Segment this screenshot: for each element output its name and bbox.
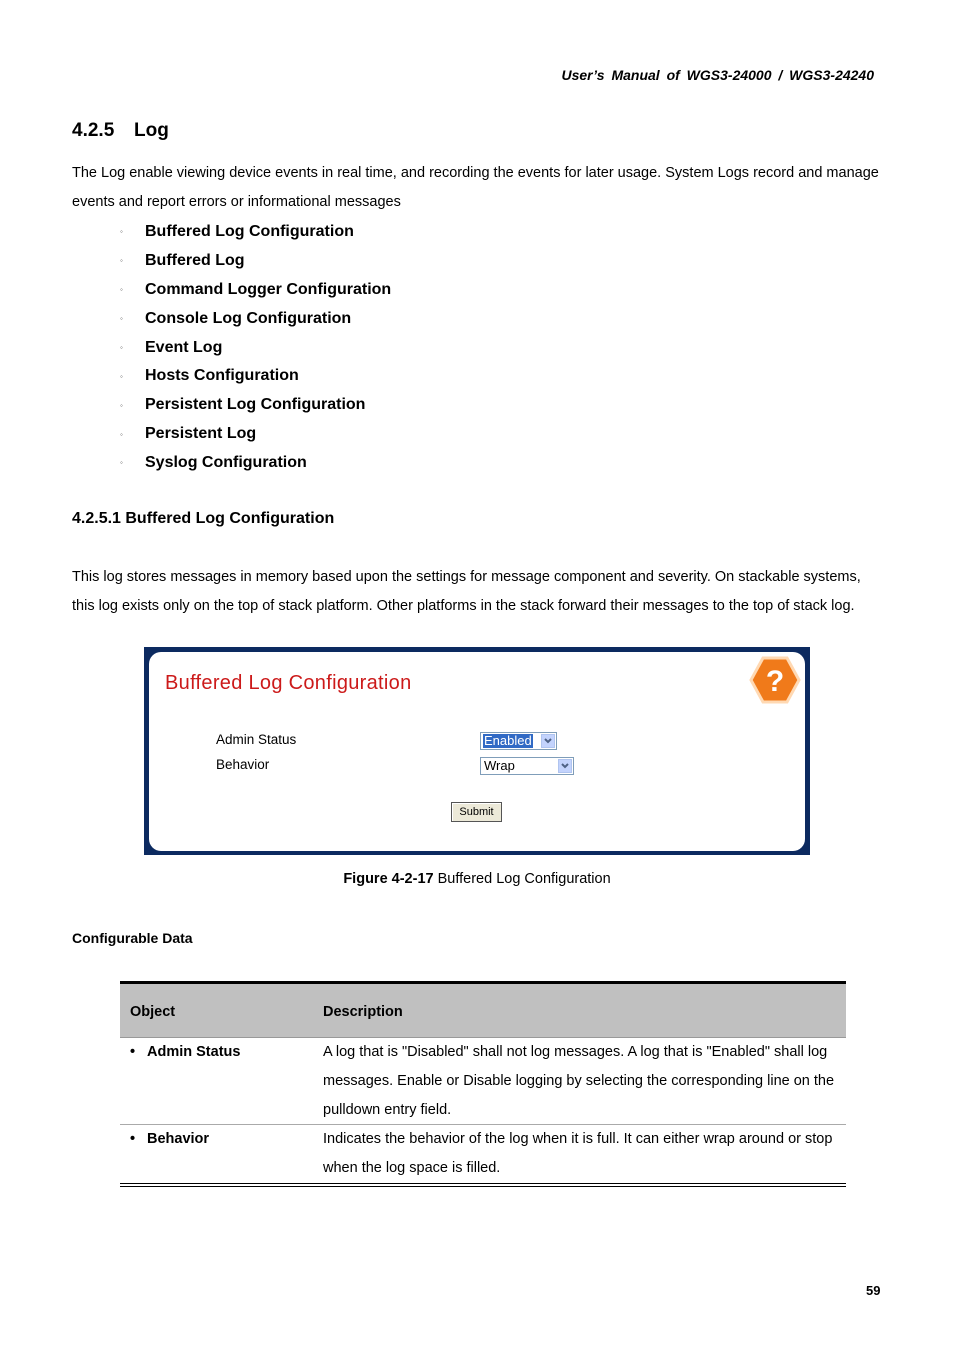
admin-status-label: Admin Status [216, 732, 297, 747]
bullet-icon: • [130, 1044, 136, 1060]
section-heading [72, 120, 169, 142]
buffered-log-config-panel [144, 647, 810, 855]
table-row [120, 1125, 846, 1183]
figure-label: Figure 4-2-17 [343, 871, 434, 887]
bullet-icon: ◦ [120, 256, 123, 266]
chevron-down-icon[interactable] [541, 734, 555, 748]
admin-status-select[interactable] [480, 732, 557, 750]
table-header [120, 984, 846, 1038]
log-topics-list [120, 217, 391, 477]
figure-caption [0, 871, 954, 887]
table-bottom-rule [120, 1183, 846, 1187]
list-item: ◦ Console Log Configuration [120, 304, 391, 333]
submit-button[interactable]: Submit [451, 802, 502, 822]
page-header: User’s Manual of WGS3-24000 / WGS3-24240 [561, 67, 874, 83]
table-cell-object: • Admin Status [130, 1038, 240, 1067]
bullet-icon: ◦ [120, 429, 123, 439]
description-paragraph: This log stores messages in memory based upon the settings for message component and severity. On stackable systems, this log exists only on the top of stack platform. Other platforms in the stack forward their messages to the top of stack log. [72, 569, 861, 614]
bullet-icon: ◦ [120, 371, 123, 381]
figure-caption-text: Buffered Log Configuration [437, 871, 611, 887]
table-row [120, 1038, 846, 1125]
bullet-icon: ◦ [120, 313, 123, 323]
question-mark-icon[interactable] [749, 656, 801, 704]
list-item: ◦ Command Logger Configuration [120, 275, 391, 304]
list-item: ◦ Buffered Log Configuration [120, 217, 391, 246]
table-cell-description: A log that is "Disabled" shall not log messages. A log that is "Enabled" shall log messages. Enable or Disable logging by selecting the corresponding line on the pulldown entry field. [323, 1044, 835, 1118]
behavior-select[interactable] [480, 757, 574, 775]
section-title: Log [134, 120, 169, 141]
bullet-icon: ◦ [120, 458, 123, 468]
list-item: ◦ Syslog Configuration [120, 448, 391, 477]
panel-content [149, 652, 805, 851]
column-header-description: Description [323, 1004, 403, 1020]
table-cell-object: • Behavior [130, 1125, 209, 1154]
chevron-down-icon[interactable] [558, 759, 572, 773]
list-item: ◦ Event Log [120, 333, 391, 362]
configurable-data-heading: Configurable Data [72, 930, 193, 946]
intro-paragraph: The Log enable viewing device events in real time, and recording the events for later usage. System Logs record and manage events and report errors or informational messages [72, 165, 879, 210]
behavior-label: Behavior [216, 757, 270, 772]
bullet-icon: ◦ [120, 227, 123, 237]
bullet-icon: ◦ [120, 285, 123, 295]
list-item: ◦ Persistent Log Configuration [120, 390, 391, 419]
panel-title: Buffered Log Configuration [165, 672, 412, 694]
admin-status-value: Enabled [484, 733, 532, 748]
subsection-heading: 4.2.5.1 Buffered Log Configuration [72, 510, 335, 527]
svg-text:?: ? [765, 665, 785, 698]
bullet-icon: ◦ [120, 400, 123, 410]
column-header-object: Object [130, 1004, 176, 1020]
list-item: ◦ Persistent Log [120, 419, 391, 448]
section-number: 4.2.5 [72, 120, 115, 141]
configurable-data-table [120, 981, 846, 1187]
list-item: ◦ Buffered Log [120, 246, 391, 275]
bullet-icon: • [130, 1131, 136, 1147]
page-number: 59 [866, 1283, 881, 1298]
list-item: ◦ Hosts Configuration [120, 361, 391, 390]
bullet-icon: ◦ [120, 342, 123, 352]
table-cell-description: Indicates the behavior of the log when it is full. It can either wrap around or stop when the log space is filled. [323, 1131, 833, 1176]
behavior-value: Wrap [484, 758, 515, 773]
